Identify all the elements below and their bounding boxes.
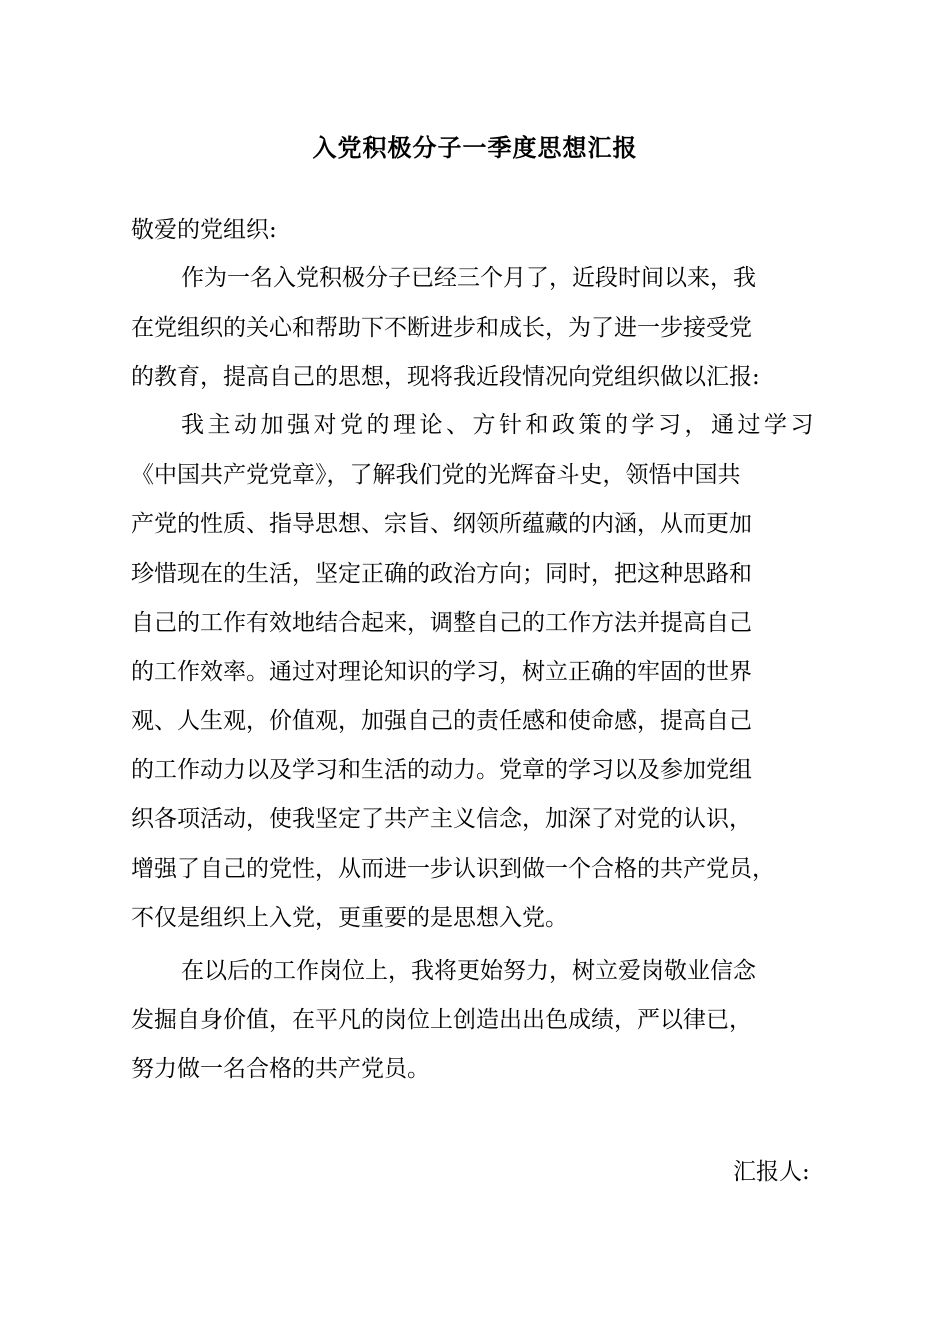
paragraph-line: 我主动加强对党的理论、方针和政策的学习，通过学习 [181,412,817,438]
paragraph-line: 作为一名入党积极分子已经三个月了，近段时间以来，我 [181,265,756,291]
paragraph-line: 在党组织的关心和帮助下不断进步和成长，为了进一步接受党 [131,315,752,341]
paragraph-line: 织各项活动，使我坚定了共产主义信念，加深了对党的认识， [131,806,752,832]
paragraph-line: 观、人生观，价值观，加强自己的责任感和使命感，提高自己 [131,708,752,734]
salutation: 敬爱的党组织: [131,217,277,243]
paragraph-line: 《中国共产党党章》，了解我们党的光辉奋斗史，领悟中国共 [131,462,741,488]
paragraph-line: 努力做一名合格的共产党员。 [131,1056,430,1082]
paragraph-line: 珍惜现在的生活，坚定正确的政治方向；同时，把这种思路和 [131,561,752,587]
paragraph-line: 的教育，提高自己的思想，现将我近段情况向党组织做以汇报: [131,364,760,390]
paragraph-line: 增强了自己的党性，从而进一步认识到做一个合格的共产党员， [131,856,775,882]
paragraph-line: 自己的工作有效地结合起来，调整自己的工作方法并提高自己 [131,610,752,636]
document-title: 入党积极分子一季度思想汇报 [312,133,638,162]
paragraph-line: 在以后的工作岗位上，我将更始努力，树立爱岗敬业信念 [181,958,756,984]
paragraph-line: 的工作效率。通过对理论知识的学习，树立正确的牢固的世界 [131,659,752,685]
paragraph-line: 的工作动力以及学习和生活的动力。党章的学习以及参加党组 [131,757,752,783]
paragraph-line: 发掘自身价值，在平凡的岗位上创造出出色成绩，严以律已， [131,1007,752,1033]
paragraph-line: 不仅是组织上入党，更重要的是思想入党。 [131,905,568,931]
signature-label: 汇报人: [733,1159,810,1185]
paragraph-line: 产党的性质、指导思想、宗旨、纲领所蕴藏的内涵，从而更加 [131,511,752,537]
